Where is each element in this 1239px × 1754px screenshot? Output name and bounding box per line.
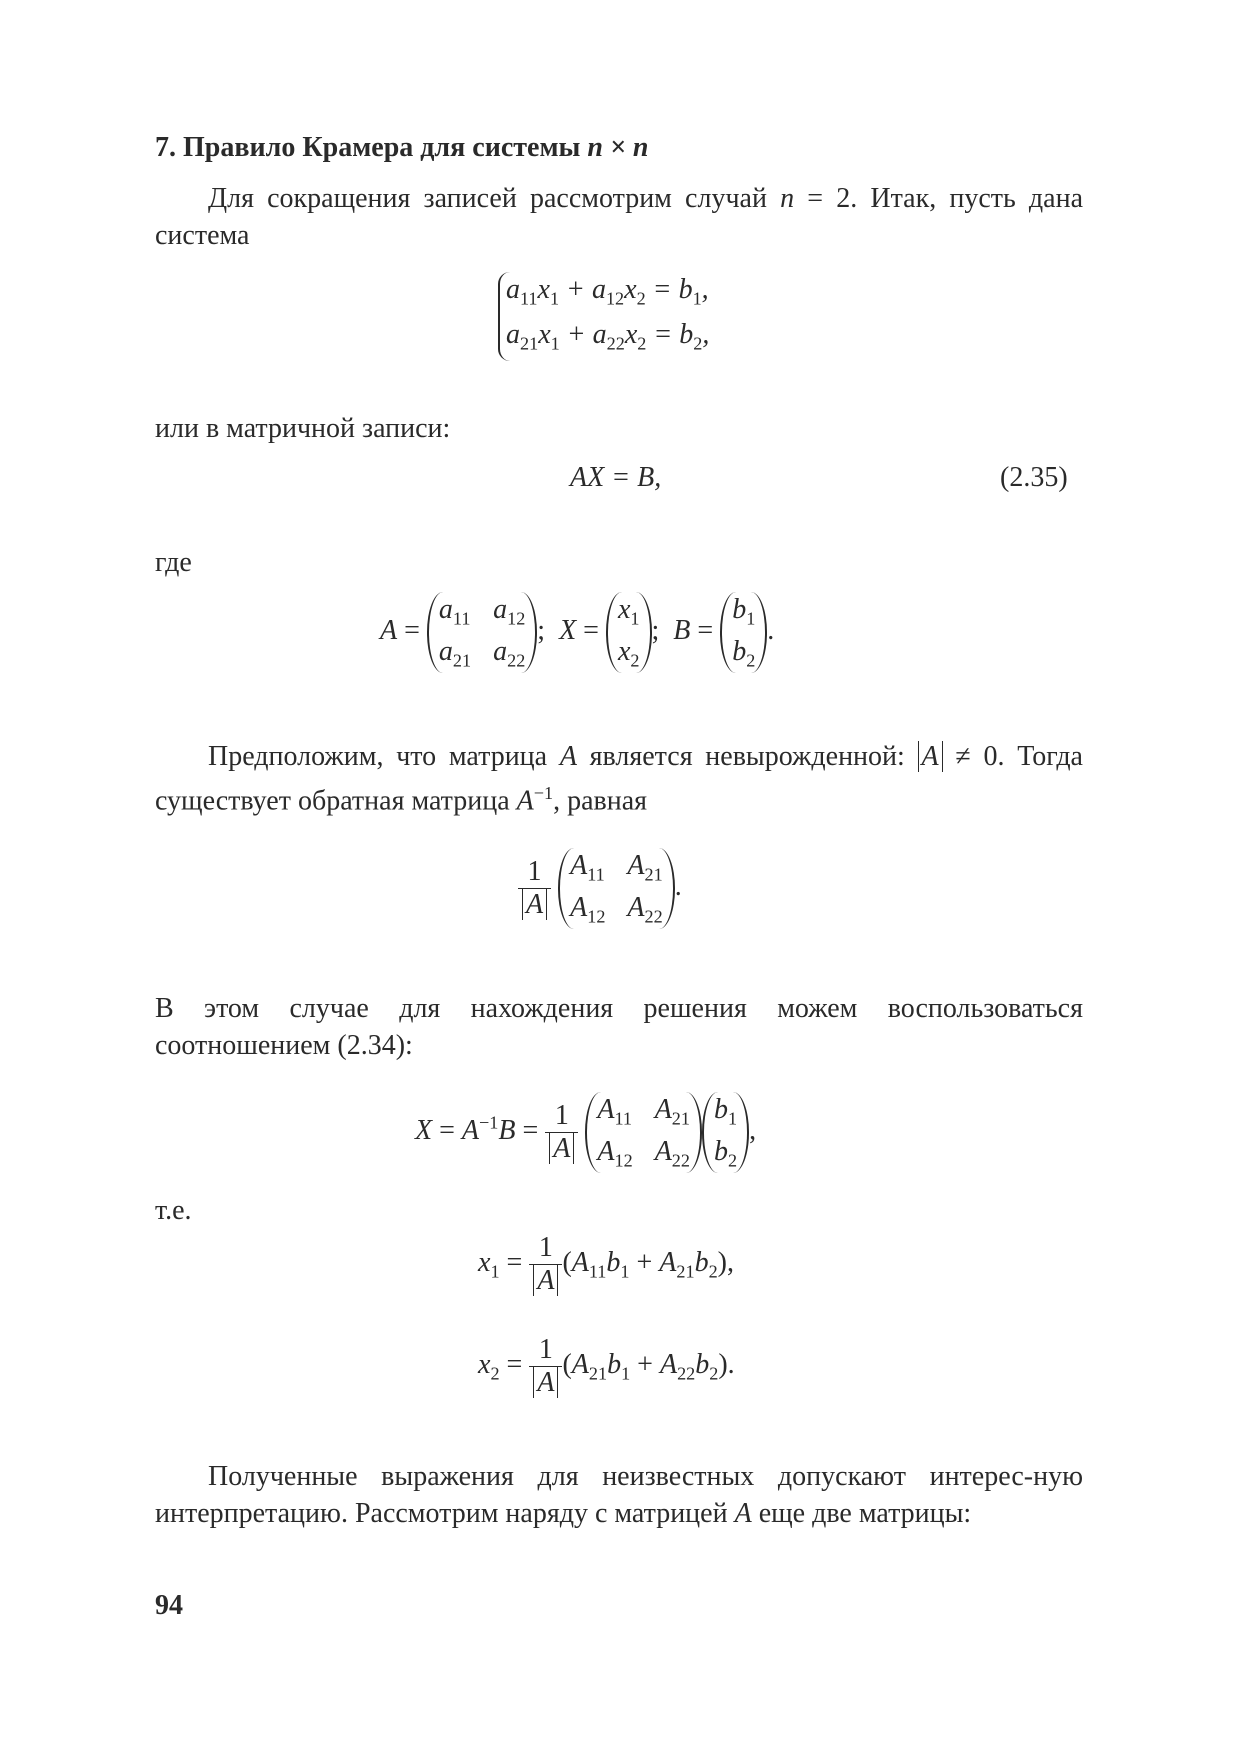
section-title (155, 132, 649, 164)
x2-formula: $x_2$ = $\frac{1}{A}$ $(A_{21}b_1 + A_{22}b_2)$. (478, 1334, 735, 1398)
solution-formula: $X = A^{-1}B$ = $\frac{1}{A}$ $A_{11}$ $A_{21}$ $A_{12}$ $A_{22}$ $b_1$ $b_2$ , (415, 1092, 756, 1173)
system-eq1: $a_{11}x_1 + a_{12}x_2 = b_1$, (506, 274, 709, 309)
equation-system (498, 272, 709, 361)
equation-2-35-label: (2.35) (1000, 462, 1068, 493)
matrix-a: $a_{11}$ $a_{12}$ $a_{21}$ $a_{22}$ (427, 592, 537, 673)
paragraph-interpretation: Полученные выражения для неизвестных допускают интерес-ную интерпретацию. Рассмотрим наряду с матрицей A еще две матрицы: (155, 1461, 1083, 1529)
x1-formula: $x_1$ = $\frac{1}{A}$ $(A_{11}b_1 + A_{21}b_2)$, (478, 1232, 734, 1296)
adjugate-matrix: $A_{11}$ $A_{21}$ $A_{12}$ $A_{22}$ (558, 848, 675, 929)
matrix-b: $b_1$ $b_2$ (720, 592, 767, 673)
inverse-matrix-formula: $\frac{1}{A}$ $A_{11}$ $A_{21}$ $A_{12}$ $A_{22}$ . (518, 848, 682, 929)
page-number: 94 (155, 1590, 183, 1621)
matrix-x: $x_1$ $x_2$ (606, 592, 652, 673)
paragraph-where: где (155, 547, 192, 578)
section-title-text: 7. Правило Крамера для системы (155, 132, 588, 163)
paragraph-intro: Для сокращения записей рассмотрим случай n = 2. Итак, пусть дана система (155, 183, 1084, 251)
paragraph-assume-nonsingular: Предположим, что матрица A является невырожденной: A ≠ 0. Тогда существует обратная матрица $A^{-1}$, равная (155, 741, 1083, 817)
matrix-definitions: A = $a_{11}$ $a_{12}$ $a_{21}$ $a_{22}$ ; X = $x_1$ $x_2$ ; B = $b_1$ $b_2$ . (380, 592, 774, 673)
paragraph-matrix-form: или в матричной записи: (155, 413, 451, 444)
paragraph-ie: т.е. (155, 1195, 192, 1226)
equation-2-35: AX = B, (570, 462, 662, 493)
section-title-math: n × n (587, 132, 649, 163)
paragraph-use-relation: В этом случае для нахождения решения можем воспользоваться соотношением (2.34): (155, 993, 1083, 1061)
system-eq2: $a_{21}x_1 + a_{22}x_2 = b_2$, (506, 318, 710, 354)
